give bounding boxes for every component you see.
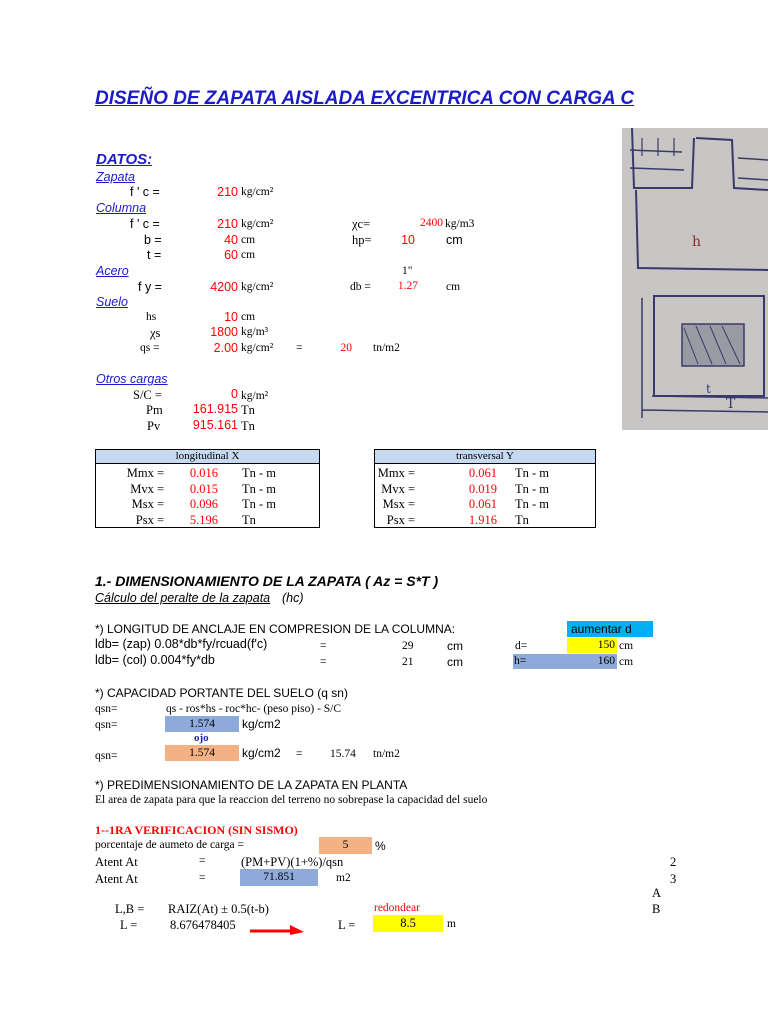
longitudinal-table-header: longitudinal X bbox=[96, 450, 319, 464]
yc-unit: kg/m3 bbox=[445, 218, 475, 230]
hs-label: hs bbox=[146, 311, 157, 323]
side-letter-a: A bbox=[652, 886, 662, 900]
row-value: 1.916 bbox=[468, 512, 497, 527]
table-row bbox=[96, 465, 319, 481]
at1-label: Atent At bbox=[95, 855, 138, 869]
columna-fc-value: 210 bbox=[217, 217, 238, 231]
lb-formula: RAIZ(At) ± 0.5(t-b) bbox=[168, 902, 269, 916]
red-arrow-icon bbox=[248, 922, 306, 936]
h-value: 160 bbox=[597, 655, 615, 667]
b-label: b = bbox=[144, 233, 162, 247]
row-label: Msx = bbox=[382, 497, 415, 511]
verif-heading: 1--1RA VERIFICACION (SIN SISMO) bbox=[95, 823, 298, 837]
d-unit: cm bbox=[619, 640, 634, 652]
row-label: Mvx = bbox=[130, 481, 164, 496]
sketch-letter-h: h bbox=[692, 234, 702, 250]
ys-label: χs bbox=[150, 326, 161, 340]
row-unit: Tn - m bbox=[242, 466, 277, 480]
footing-sketch-image bbox=[622, 128, 768, 430]
row-label: Mmx = bbox=[377, 466, 415, 480]
ldb-zap-formula: ldb= (zap) 0.08*db*fy/rcuad(f'c) bbox=[95, 637, 268, 651]
sc-label: S/C = bbox=[133, 388, 162, 402]
at1-formula: (PM+PV)(1+%)/qsn bbox=[241, 855, 344, 869]
pm-label: Pm bbox=[146, 403, 163, 417]
db-label: db = bbox=[350, 281, 371, 293]
qsn2-value: 1.574 bbox=[165, 716, 239, 732]
sketch-letter-t: t bbox=[706, 382, 711, 396]
qs-unit: kg/cm² bbox=[241, 342, 274, 354]
zapata-section-label: Zapata bbox=[96, 170, 135, 184]
qsn2-unit: kg/cm2 bbox=[242, 717, 281, 731]
db-value: 1.27 bbox=[397, 280, 418, 292]
columna-section-label: Columna bbox=[96, 201, 147, 215]
qsn3-value: 1.574 bbox=[165, 745, 239, 761]
otros-section-label: Otros cargas bbox=[96, 372, 168, 386]
ldb-col-formula: ldb= (col) 0.004*fy*db bbox=[95, 653, 215, 667]
row-value: 0.015 bbox=[189, 481, 218, 496]
qs-label: qs = bbox=[140, 342, 160, 354]
suelo-section-label: Suelo bbox=[96, 295, 128, 309]
zapata-fc-value: 210 bbox=[217, 185, 238, 199]
fy-value: 4200 bbox=[210, 280, 238, 294]
row-value: 0.016 bbox=[189, 466, 218, 480]
h-unit: cm bbox=[619, 656, 634, 668]
qs-eq: = bbox=[296, 342, 303, 354]
longitudinal-table bbox=[95, 449, 320, 528]
row-label: Msx = bbox=[131, 497, 164, 511]
ldb-col-eq: = bbox=[320, 656, 327, 668]
lb-label: L,B = bbox=[115, 902, 145, 916]
hp-unit: cm bbox=[446, 233, 463, 247]
hs-unit: cm bbox=[241, 311, 256, 323]
qsn-label: qsn= bbox=[95, 703, 118, 715]
ldb-col-unit: cm bbox=[447, 655, 463, 669]
pct-label: porcentaje de aumeto de carga = bbox=[95, 839, 244, 851]
db-unit: cm bbox=[446, 281, 461, 293]
ldb-zap-unit: cm bbox=[447, 639, 463, 653]
zapata-fc-unit: kg/cm² bbox=[241, 186, 274, 198]
ys-unit: kg/m³ bbox=[241, 326, 269, 338]
table-row bbox=[96, 481, 319, 497]
ldb-zap-value: 29 bbox=[402, 640, 414, 652]
ldb-zap-eq: = bbox=[320, 640, 327, 652]
qsn3-tn-unit: tn/m2 bbox=[373, 748, 400, 760]
qs-tn-unit: tn/m2 bbox=[373, 342, 400, 354]
row-unit: Tn - m bbox=[242, 497, 277, 511]
pm-unit: Tn bbox=[241, 403, 255, 417]
datos-heading: DATOS: bbox=[96, 151, 153, 168]
at1-side-number: 2 bbox=[670, 855, 677, 869]
pv-unit: Tn bbox=[241, 419, 255, 433]
fy-unit: kg/cm² bbox=[241, 281, 274, 293]
columna-fc-unit: kg/cm² bbox=[241, 218, 274, 230]
table-row bbox=[375, 512, 595, 528]
yc-label: χc= bbox=[352, 217, 371, 231]
ldb-col-value: 21 bbox=[402, 656, 414, 668]
at1-eq: = bbox=[199, 855, 206, 867]
at2-side-number: 3 bbox=[670, 872, 677, 886]
ojo-note: ojo bbox=[194, 732, 209, 744]
qsn-formula: qs - ros*hs - roc*hc- (peso piso) - S/C bbox=[166, 703, 342, 715]
qsn3-tn-value: 15.74 bbox=[330, 748, 356, 760]
d-label: d= bbox=[515, 640, 528, 652]
row-unit: Tn - m bbox=[242, 481, 277, 496]
row-label: Psx = bbox=[386, 512, 415, 527]
at2-unit: m2 bbox=[336, 872, 351, 884]
aumentar-d-note: aumentar d bbox=[567, 621, 653, 637]
l2-unit: m bbox=[447, 918, 456, 930]
pct-value: 5 bbox=[319, 837, 372, 854]
table-row bbox=[375, 496, 595, 512]
section1-subheading: Cálculo del peralte de la zapata bbox=[95, 591, 271, 605]
row-value: 0.061 bbox=[468, 497, 497, 511]
qsn2-label: qsn= bbox=[95, 719, 118, 731]
table-row bbox=[96, 512, 319, 528]
predim-label: *) PREDIMENSIONAMIENTO DE LA ZAPATA EN PLANTA bbox=[95, 778, 408, 792]
t-unit: cm bbox=[241, 249, 256, 261]
table-row bbox=[375, 481, 595, 497]
transversal-table-header: transversal Y bbox=[375, 450, 595, 464]
columna-fc-label: f ' c = bbox=[130, 217, 160, 231]
qs-tn-value: 20 bbox=[340, 342, 352, 354]
row-unit: Tn bbox=[515, 512, 529, 527]
row-value: 0.061 bbox=[468, 466, 497, 480]
yc-value: 2400 bbox=[420, 217, 443, 229]
hp-value: 10 bbox=[401, 233, 415, 247]
row-value: 0.019 bbox=[468, 481, 497, 496]
qsn3-eq: = bbox=[296, 748, 303, 760]
row-value: 5.196 bbox=[189, 512, 218, 527]
qsn3-label: qsn= bbox=[95, 750, 118, 762]
acero-section-label: Acero bbox=[96, 264, 129, 278]
one-inch-label: 1" bbox=[402, 265, 413, 277]
hp-label: hp= bbox=[352, 233, 372, 247]
b-unit: cm bbox=[241, 234, 256, 246]
redondear-note: redondear bbox=[374, 902, 420, 914]
side-letter-b: B bbox=[652, 902, 661, 916]
row-unit: Tn bbox=[242, 512, 256, 527]
b-value: 40 bbox=[224, 233, 238, 247]
h-label: h= bbox=[514, 655, 527, 667]
pct-unit: % bbox=[375, 839, 386, 853]
zapata-fc-label: f ' c = bbox=[130, 185, 160, 199]
sc-value: 0 bbox=[231, 387, 238, 401]
at2-label: Atent At bbox=[95, 872, 138, 886]
row-unit: Tn - m bbox=[515, 497, 550, 511]
row-value: 0.096 bbox=[189, 497, 218, 511]
sc-unit: kg/m² bbox=[241, 390, 269, 402]
transversal-table bbox=[374, 449, 596, 528]
l-value: 8.676478405 bbox=[170, 918, 236, 932]
at2-eq: = bbox=[199, 872, 206, 884]
sketch-letter-T: T bbox=[726, 396, 736, 412]
d-value: 150 bbox=[567, 638, 617, 653]
fy-label: f y = bbox=[138, 280, 162, 294]
row-label: Psx = bbox=[135, 512, 164, 527]
pv-value: 915.161 bbox=[192, 418, 238, 432]
table-row bbox=[375, 465, 595, 481]
l2-label: L = bbox=[338, 918, 356, 932]
capacidad-label: *) CAPACIDAD PORTANTE DEL SUELO (q sn) bbox=[95, 686, 348, 700]
t-value: 60 bbox=[224, 248, 238, 262]
row-unit: Tn - m bbox=[515, 466, 550, 480]
pm-value: 161.915 bbox=[192, 402, 238, 416]
table-row bbox=[96, 496, 319, 512]
l-label: L = bbox=[120, 918, 138, 932]
qs-value: 2.00 bbox=[213, 341, 238, 355]
row-unit: Tn - m bbox=[515, 481, 550, 496]
section1-heading: 1.- DIMENSIONAMIENTO DE LA ZAPATA ( Az = S*T ) bbox=[95, 573, 439, 589]
longitud-anclaje-label: *) LONGITUD DE ANCLAJE EN COMPRESION DE LA COLUMNA: bbox=[95, 622, 456, 636]
t-label: t = bbox=[147, 248, 162, 262]
ys-value: 1800 bbox=[210, 325, 238, 339]
h-label-cell bbox=[513, 654, 617, 669]
section1-hc: (hc) bbox=[282, 591, 304, 605]
row-label: Mmx = bbox=[126, 466, 164, 480]
predim-text: El area de zapata para que la reaccion del terreno no sobrepase la capacidad del suelo bbox=[95, 794, 488, 806]
pv-label: Pv bbox=[147, 419, 161, 433]
hs-value: 10 bbox=[224, 310, 238, 324]
qsn3-unit: kg/cm2 bbox=[242, 746, 281, 760]
page-title: DISEÑO DE ZAPATA AISLADA EXCENTRICA CON CARGA C bbox=[95, 88, 635, 109]
at2-value: 71.851 bbox=[240, 869, 318, 886]
l2-value: 8.5 bbox=[373, 915, 443, 932]
row-label: Mvx = bbox=[381, 481, 415, 496]
